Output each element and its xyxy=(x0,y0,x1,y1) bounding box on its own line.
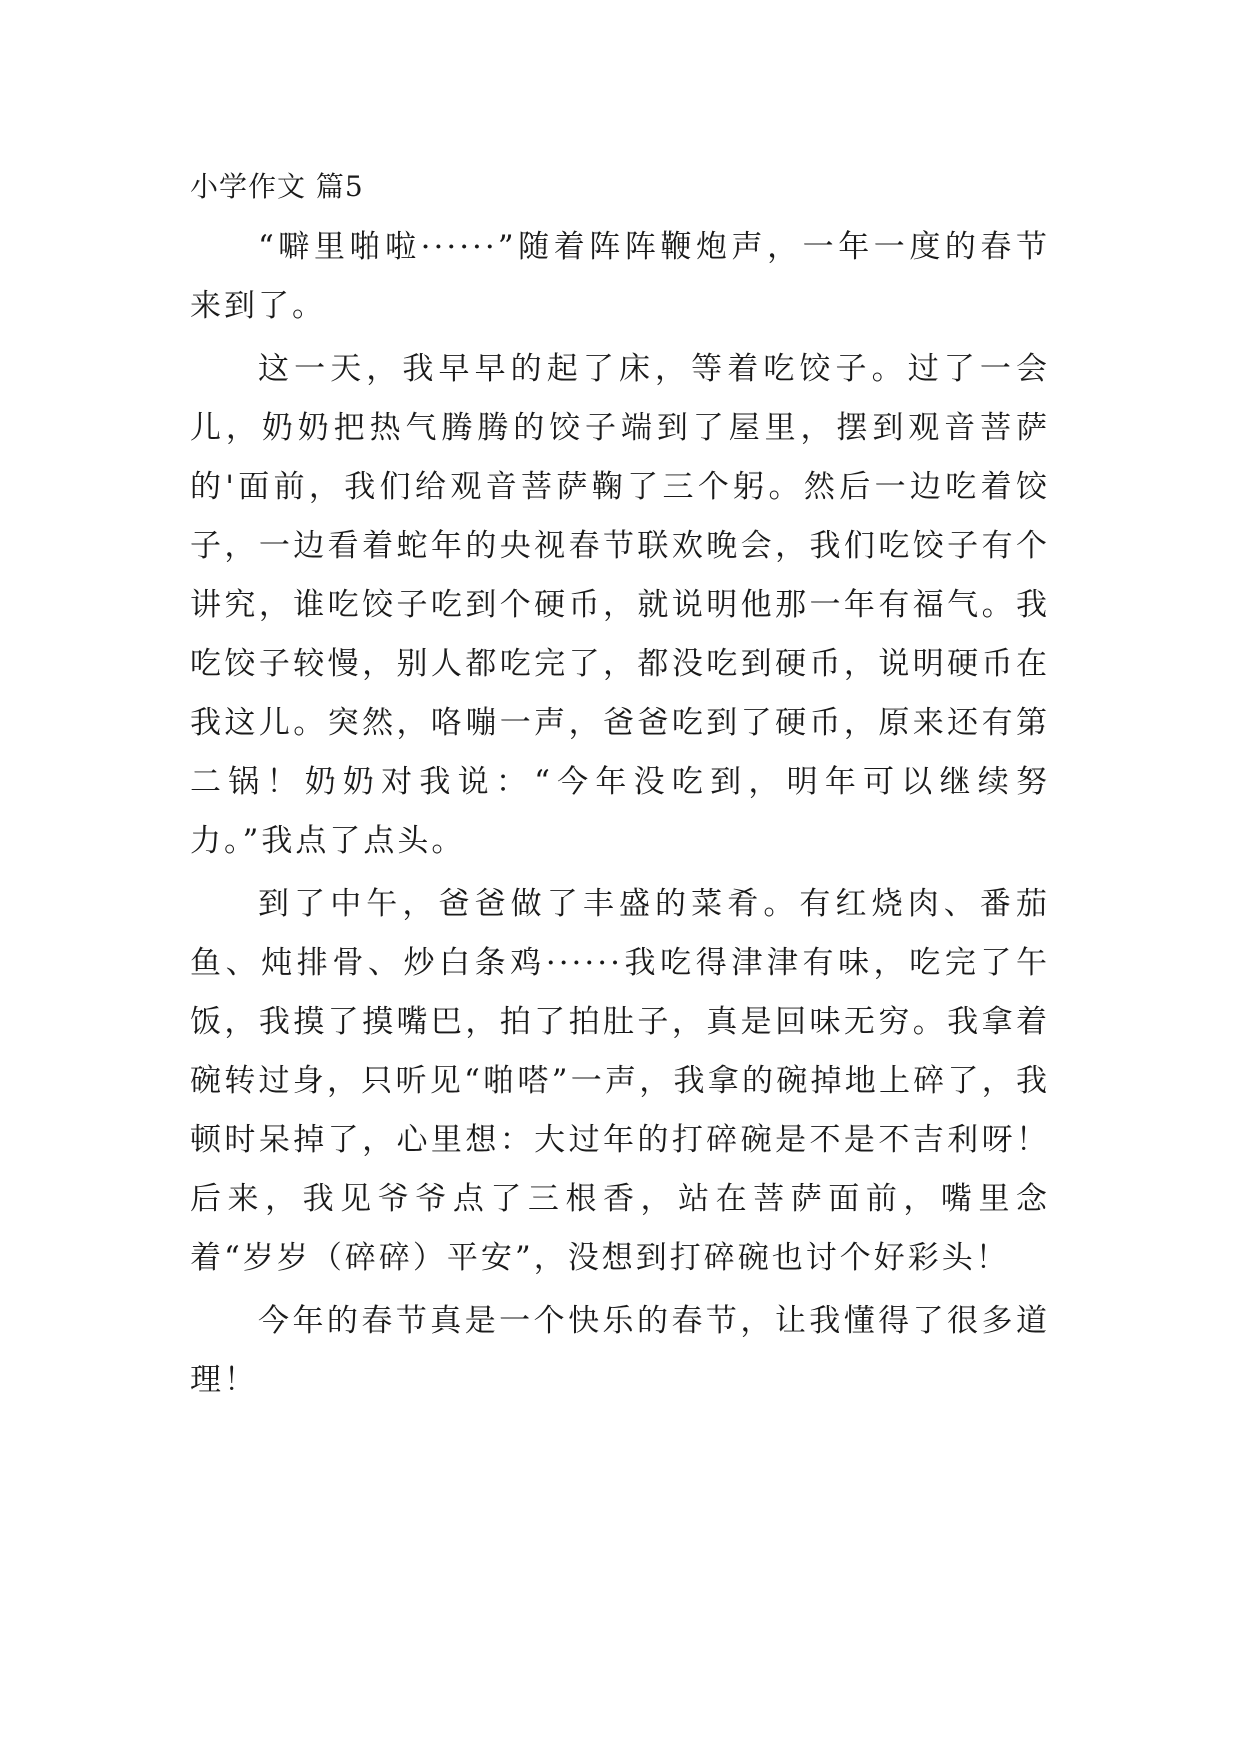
paragraph-2: 这一天，我早早的起了床，等着吃饺子。过了一会儿，奶奶把热气腾腾的饺子端到了屋里，摆到观音菩萨的'面前，我们给观音菩萨鞠了三个躬。然后一边吃着饺子，一边看着蛇年的央视春节联欢晚会，我们吃饺子有个讲究，谁吃饺子吃到个硬币，就说明他那一年有福气。我吃饺子较慢，别人都吃完了，都没吃到硬币，说明硬币在我这儿。突然，咯嘣一声，爸爸吃到了硬币，原来还有第二锅！奶奶对我说：“今年没吃到，明年可以继续努力。”我点了点头。 xyxy=(190,351,1050,859)
essay-heading: 小学作文 篇5 xyxy=(190,170,364,203)
paragraph-1: “噼里啪啦······”随着阵阵鞭炮声，一年一度的春节来到了。 xyxy=(190,229,1050,324)
document-body xyxy=(190,160,1050,1414)
paragraph-3: 到了中午，爸爸做了丰盛的菜肴。有红烧肉、番茄鱼、炖排骨、炒白条鸡······我吃得津津有味，吃完了午饭，我摸了摸嘴巴，拍了拍肚子，真是回味无穷。我拿着碗转过身，只听见“啪嗒”一声，我拿的碗掉地上碎了，我顿时呆掉了，心里想：大过年的打碎碗是不是不吉利呀！后来，我见爷爷点了三根香，站在菩萨面前，嘴里念着“岁岁（碎碎）平安”，没想到打碎碗也讨个好彩头！ xyxy=(190,886,1050,1276)
paragraph-4: 今年的春节真是一个快乐的春节，让我懂得了很多道理！ xyxy=(190,1303,1050,1398)
